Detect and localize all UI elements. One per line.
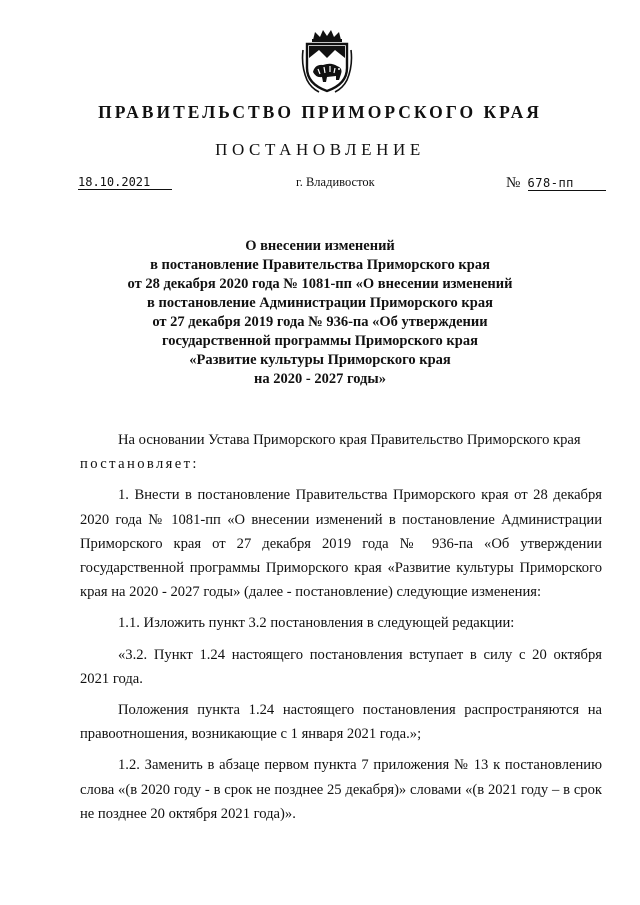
coat-of-arms-svg (301, 28, 353, 94)
heading-line: в постановление Администрации Приморского края (147, 295, 493, 311)
document-date (78, 175, 172, 189)
heading-line: в постановление Правительства Приморского края (150, 257, 490, 273)
item-1-1-paragraph: 1.1. Изложить пункт 3.2 постановления в следующей редакции: (118, 615, 515, 632)
document-body (80, 428, 602, 826)
document-number-value: 678-пп (528, 176, 606, 191)
document-number (506, 175, 606, 192)
coat-of-arms-icon (301, 28, 353, 94)
heading-line: от 28 декабря 2020 года № 1081-пп «О внесении изменений (127, 276, 513, 292)
heading-line: О внесении изменений (245, 238, 395, 254)
item-1-paragraph: 1. Внести в постановление Правительства Приморского края от 28 декабря 2020 года № 1081-пп «О внесении изменений в постановление Администрации Приморского края от 27 декабря 2019 года № 936-па «Об утверждении государственной программы Приморского края «Развитие культуры Приморского края на 2020 - 2027 годы» (далее - постановление) следующие изменения: (80, 487, 602, 601)
heading-line: от 27 декабря 2019 года № 936-па «Об утверждении (152, 314, 488, 330)
quote-provisions-paragraph: Положения пункта 1.24 настоящего постановления распространяются на правоотношения, возникающие с 1 января 2021 года.»; (80, 702, 602, 743)
document-type: ПОСТАНОВЛЕНИЕ (215, 140, 425, 159)
heading-line: государственной программы Приморского края (162, 333, 478, 349)
document-city: г. Владивосток (296, 175, 375, 189)
heading-line: «Развитие культуры Приморского края (189, 352, 451, 368)
preamble-paragraph: На основании Устава Приморского края Правительство Приморского края (118, 432, 581, 448)
document-date-value: 18.10.2021 (78, 175, 172, 190)
decree-word: постановляет: (80, 456, 199, 473)
heading-line: на 2020 - 2027 годы» (254, 371, 386, 387)
number-sign: № (506, 175, 521, 191)
government-title: ПРАВИТЕЛЬСТВО ПРИМОРСКОГО КРАЯ (98, 102, 542, 122)
item-1-2-paragraph: 1.2. Заменить в абзаце первом пункта 7 приложения № 13 к постановлению слова «(в 2020 году - в срок не позднее 25 декабря)» словами «(в 2021 году – в срок не позднее 20 октября 2021 года)». (80, 757, 602, 822)
document-heading (80, 237, 560, 389)
quote-3-2-paragraph: «3.2. Пункт 1.24 настоящего постановления вступает в силу с 20 октября 2021 года. (80, 646, 602, 687)
